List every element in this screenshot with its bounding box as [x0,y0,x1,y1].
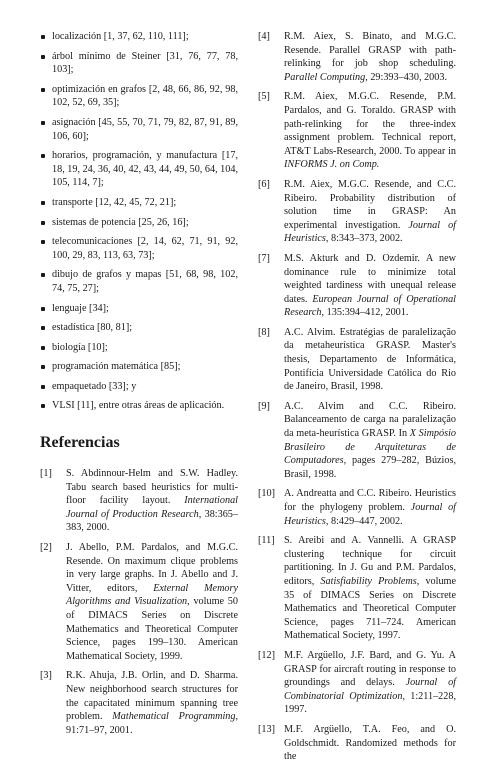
reference-entry [40,541,238,663]
section-title: Referencias [40,434,120,452]
reference-number: [12] [258,649,275,661]
reference-authors-title: R.M. Aiex, M.G.C. Resende, P.M. Pardalos, and G. Toraldo. GRASP with path-relinking for the three-index assignment problem. Technical report, AT&T Labs-Research, 2000. To appear in [284,91,456,157]
reference-number: [9] [258,400,270,412]
reference-entry [258,30,456,84]
reference-text [284,252,456,320]
reference-details: , 8:429–447, 2002. [325,515,403,527]
references-left [40,467,238,737]
reference-venue: Satisfiability Problems [320,575,417,587]
reference-venue: Journal of Heuristics [284,219,456,245]
reference-authors-title: A.C. Alvim. Estratégias de paralelização da metaheurística GRASP. Master's thesis, Departamento de Informática, Pontifícia Universidade Católica do Rio de Janeiro, Brasil, 1998. [284,326,456,393]
reference-number: [13] [258,723,275,735]
reference-entry [258,252,456,320]
bullet-item: estadística [80, 81]; [40,321,238,335]
bullet-item: árbol mínimo de Steiner [31, 76, 77, 78, 103]; [40,50,238,77]
reference-authors-title: R.M. Aiex, S. Binato, and M.G.C. Resende. Parallel GRASP with path-relinking for job shop scheduling. [284,31,456,70]
reference-details: , pages 279–282, Búzios, Brasil, 1998. [284,455,456,480]
bullet-item: optimización en grafos [2, 48, 66, 86, 92, 98, 102, 52, 69, 35]; [40,83,238,110]
left-column [40,30,238,743]
reference-entry [258,723,456,764]
reference-entry [258,178,456,246]
reference-details: , volume 35 of DIMACS Series on Discrete Mathematics and Theoretical Computer Science, pages 711–724. American Mathematical Society, 1997. [284,575,456,642]
reference-venue: External Memory Algorithms and Visualization [66,582,239,608]
reference-text [66,541,238,663]
reference-text [284,326,456,394]
reference-venue: Journal of Heuristics [284,502,456,527]
bullet-item: biología [10]; [40,341,238,355]
reference-number: [10] [258,488,275,500]
reference-details: , 29:393–430, 2003. [365,71,448,83]
reference-number: [1] [40,468,52,480]
bullet-item: empaquetado [33]; y [40,380,238,394]
bullet-item: dibujo de grafos y mapas [51, 68, 98, 102, 74, 75, 27]; [40,268,238,295]
reference-number: [6] [258,178,270,190]
reference-authors-title: R.M. Aiex, M.G.C. Resende, and C.C. Ribeiro. Probability distribution of solution time in GRASP: An experimental investigation. [284,178,456,231]
reference-entry [40,467,238,535]
reference-details: , 135:394–412, 2001. [321,307,409,319]
reference-text [284,30,456,84]
bullet-item: asignación [45, 55, 70, 71, 79, 82, 87, 91, 89, 106, 60]; [40,116,238,143]
reference-text [284,400,456,482]
reference-text [284,534,456,643]
bullet-item: programación matemática [85]; [40,360,238,374]
reference-authors-title: S. Areibi and A. Vannelli. A GRASP clustering technique for circuit partitioning. In J. Gu and P.M. Pardalos, editors, [284,535,456,587]
reference-authors-title: S. Abdinnour-Helm and S.W. Hadley. Tabu search based heuristics for multi-floor facility layout. [66,468,238,507]
bullet-item: transporte [12, 42, 45, 72, 21]; [40,196,238,210]
bullet-item: horarios, programación, y manufactura [17, 18, 19, 24, 36, 40, 42, 43, 44, 49, 50, 64, 104, 105, 114, 7]; [40,149,238,190]
reference-entry [258,649,456,717]
reference-number: [11] [258,535,275,547]
bullet-item: VLSI [11], entre otras áreas de aplicación. [40,399,238,413]
reference-details: , 8:343–373, 2002. [325,233,403,245]
reference-entry [258,400,456,482]
reference-authors-title: A.C. Alvim and C.C. Ribeiro. Balanceamento de carga na paralelização da meta-heurística GRASP. In [284,400,456,440]
reference-text [66,669,238,737]
bullet-item: localización [1, 37, 62, 110, 111]; [40,30,238,44]
reference-venue: Mathematical Programming [112,711,236,723]
reference-venue: International Journal of Production Research [66,495,238,520]
reference-venue: INFORMS J. on Comp. [284,159,380,171]
reference-details: , 1:211–228, 1997. [284,690,456,716]
reference-authors-title: R.K. Ahuja, J.B. Orlin, and D. Sharma. New neighborhood search structures for the capacitated minimum spanning tree problem. [66,670,238,723]
reference-number: [2] [40,542,52,554]
reference-number: [3] [40,670,52,682]
reference-entry [258,326,456,394]
reference-entry [258,90,456,172]
reference-authors-title: M.S. Akturk and D. Ozdemir. A new dominance rule to minimize total weighted tardiness with unequal release dates. [284,252,456,305]
reference-entry [258,534,456,643]
reference-details: , volume 50 of DIMACS Series on Discrete Mathematics and Theoretical Computer Science, pages 199–130. American Mathematical Society, 1999. [66,596,238,662]
reference-entry [40,669,238,737]
reference-authors-title: J. Abello, P.M. Pardalos, and M.G.C. Resende. On maximum clique problems in very large graphs. In J. Abello and J. Vitter, editors, [66,542,238,594]
references-right [258,30,456,764]
reference-text [66,467,238,535]
right-column [258,30,456,770]
reference-venue: X Simpósio Brasileiro de Arquiteturas de Computadores [284,428,456,467]
bullet-item: lenguaje [34]; [40,302,238,316]
reference-number: [5] [258,91,270,103]
reference-authors-title: M.F. Argüello, T.A. Feo, and O. Goldschmidt. Randomized methods for the [284,723,456,763]
reference-authors-title: A. Andreatta and C.C. Ribeiro. Heuristics for the phylogeny problem. [284,488,456,513]
reference-text [284,487,456,528]
reference-number: [8] [258,326,270,338]
bullet-item: telecomunicaciones [2, 14, 62, 71, 91, 92, 100, 29, 83, 113, 63, 73]; [40,235,238,262]
reference-venue: European Journal of Operational Research [284,293,457,319]
reference-venue: Journal of Combinatorial Optimization [284,677,456,702]
reference-number: [4] [258,31,270,42]
reference-text [284,90,456,172]
reference-text [284,649,456,717]
reference-number: [7] [258,252,270,264]
reference-details: , 91:71–97, 2001. [66,711,239,736]
bullet-item: sistemas de potencia [25, 26, 16]; [40,216,238,230]
application-areas-list [40,30,238,413]
reference-text [284,723,456,764]
reference-authors-title: M.F. Argüello, J.F. Bard, and G. Yu. A GRASP for aircraft routing in response to groundings and delays. [284,649,456,689]
reference-text [284,178,456,246]
reference-entry [258,487,456,528]
reference-details: , 38:365–383, 2000. [66,508,238,534]
reference-venue: Parallel Computing [284,71,366,83]
